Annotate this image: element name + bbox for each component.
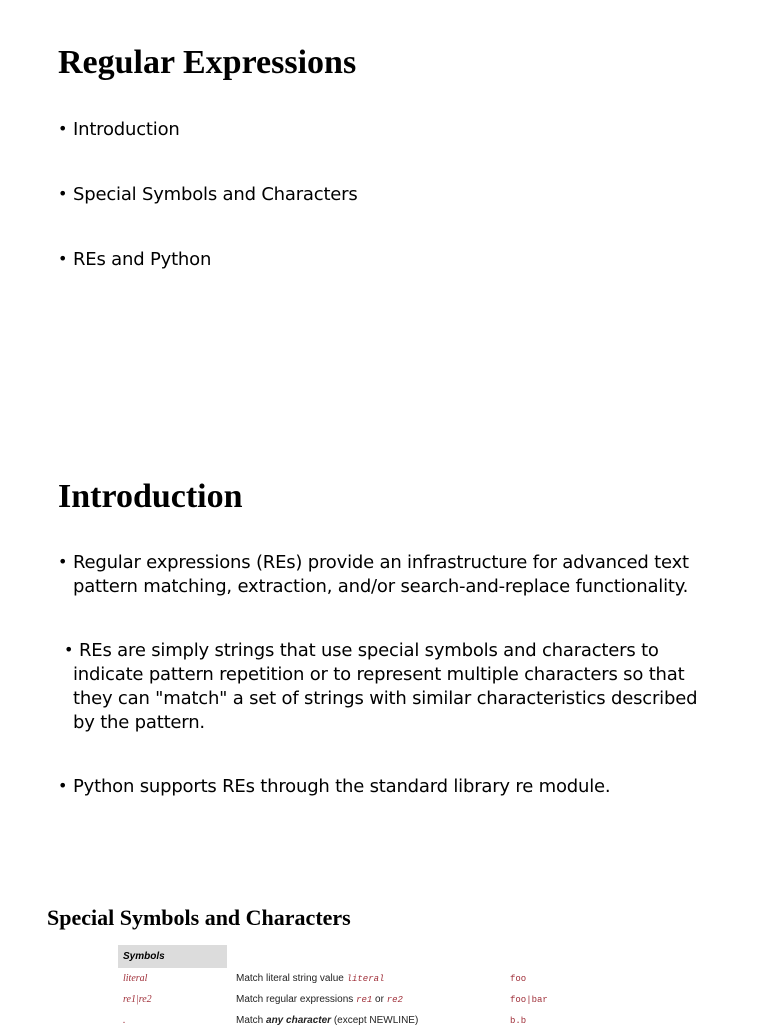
- table-row: [118, 989, 678, 1010]
- description-cell: [236, 994, 510, 1005]
- desc-text: Match literal string value: [236, 973, 347, 984]
- list-item: • Special Symbols and Characters: [58, 183, 358, 207]
- description-cell: [236, 1015, 510, 1026]
- desc-text: or: [372, 994, 387, 1005]
- slide3-title: Special Symbols and Characters: [47, 905, 351, 930]
- list-item: • Introduction: [58, 118, 358, 142]
- symbol-cell: .: [123, 1015, 126, 1026]
- example-cell: foo|bar: [510, 994, 548, 1005]
- list-item: • Python supports REs through the standard library re module.: [58, 775, 718, 799]
- slide2-title: Introduction: [58, 478, 243, 515]
- desc-code: literal: [346, 974, 385, 984]
- table-header: Symbols: [118, 945, 227, 968]
- slide2-bullet-list: [58, 551, 718, 839]
- example-cell: b.b: [510, 1015, 527, 1026]
- desc-code: re1: [356, 995, 373, 1005]
- example-cell: foo: [510, 973, 527, 984]
- desc-text: (except NEWLINE): [331, 1015, 419, 1026]
- desc-code: re2: [386, 995, 403, 1005]
- table-row: [118, 1010, 678, 1031]
- list-item: • REs and Python: [58, 248, 358, 272]
- desc-text: Match regular expressions: [236, 994, 357, 1005]
- list-item: • REs are simply strings that use special symbols and characters to indicate pattern repetition or to represent multiple characters so that they can "match" a set of strings with similar characteristics described by the pattern.: [58, 639, 718, 735]
- symbol-cell: re1|re2: [123, 994, 152, 1005]
- desc-emphasis: any character: [266, 1015, 332, 1026]
- symbol-cell: literal: [123, 973, 148, 984]
- slide1-title: Regular Expressions: [58, 44, 357, 81]
- table-row: [118, 968, 678, 989]
- list-item: • Regular expressions (REs) provide an infrastructure for advanced text pattern matching, extraction, and/or search-and-replace functionality.: [58, 551, 718, 599]
- symbols-table: [118, 945, 678, 1031]
- slide1-bullet-list: [58, 118, 358, 313]
- description-cell: [236, 973, 510, 984]
- desc-text: Match: [236, 1015, 267, 1026]
